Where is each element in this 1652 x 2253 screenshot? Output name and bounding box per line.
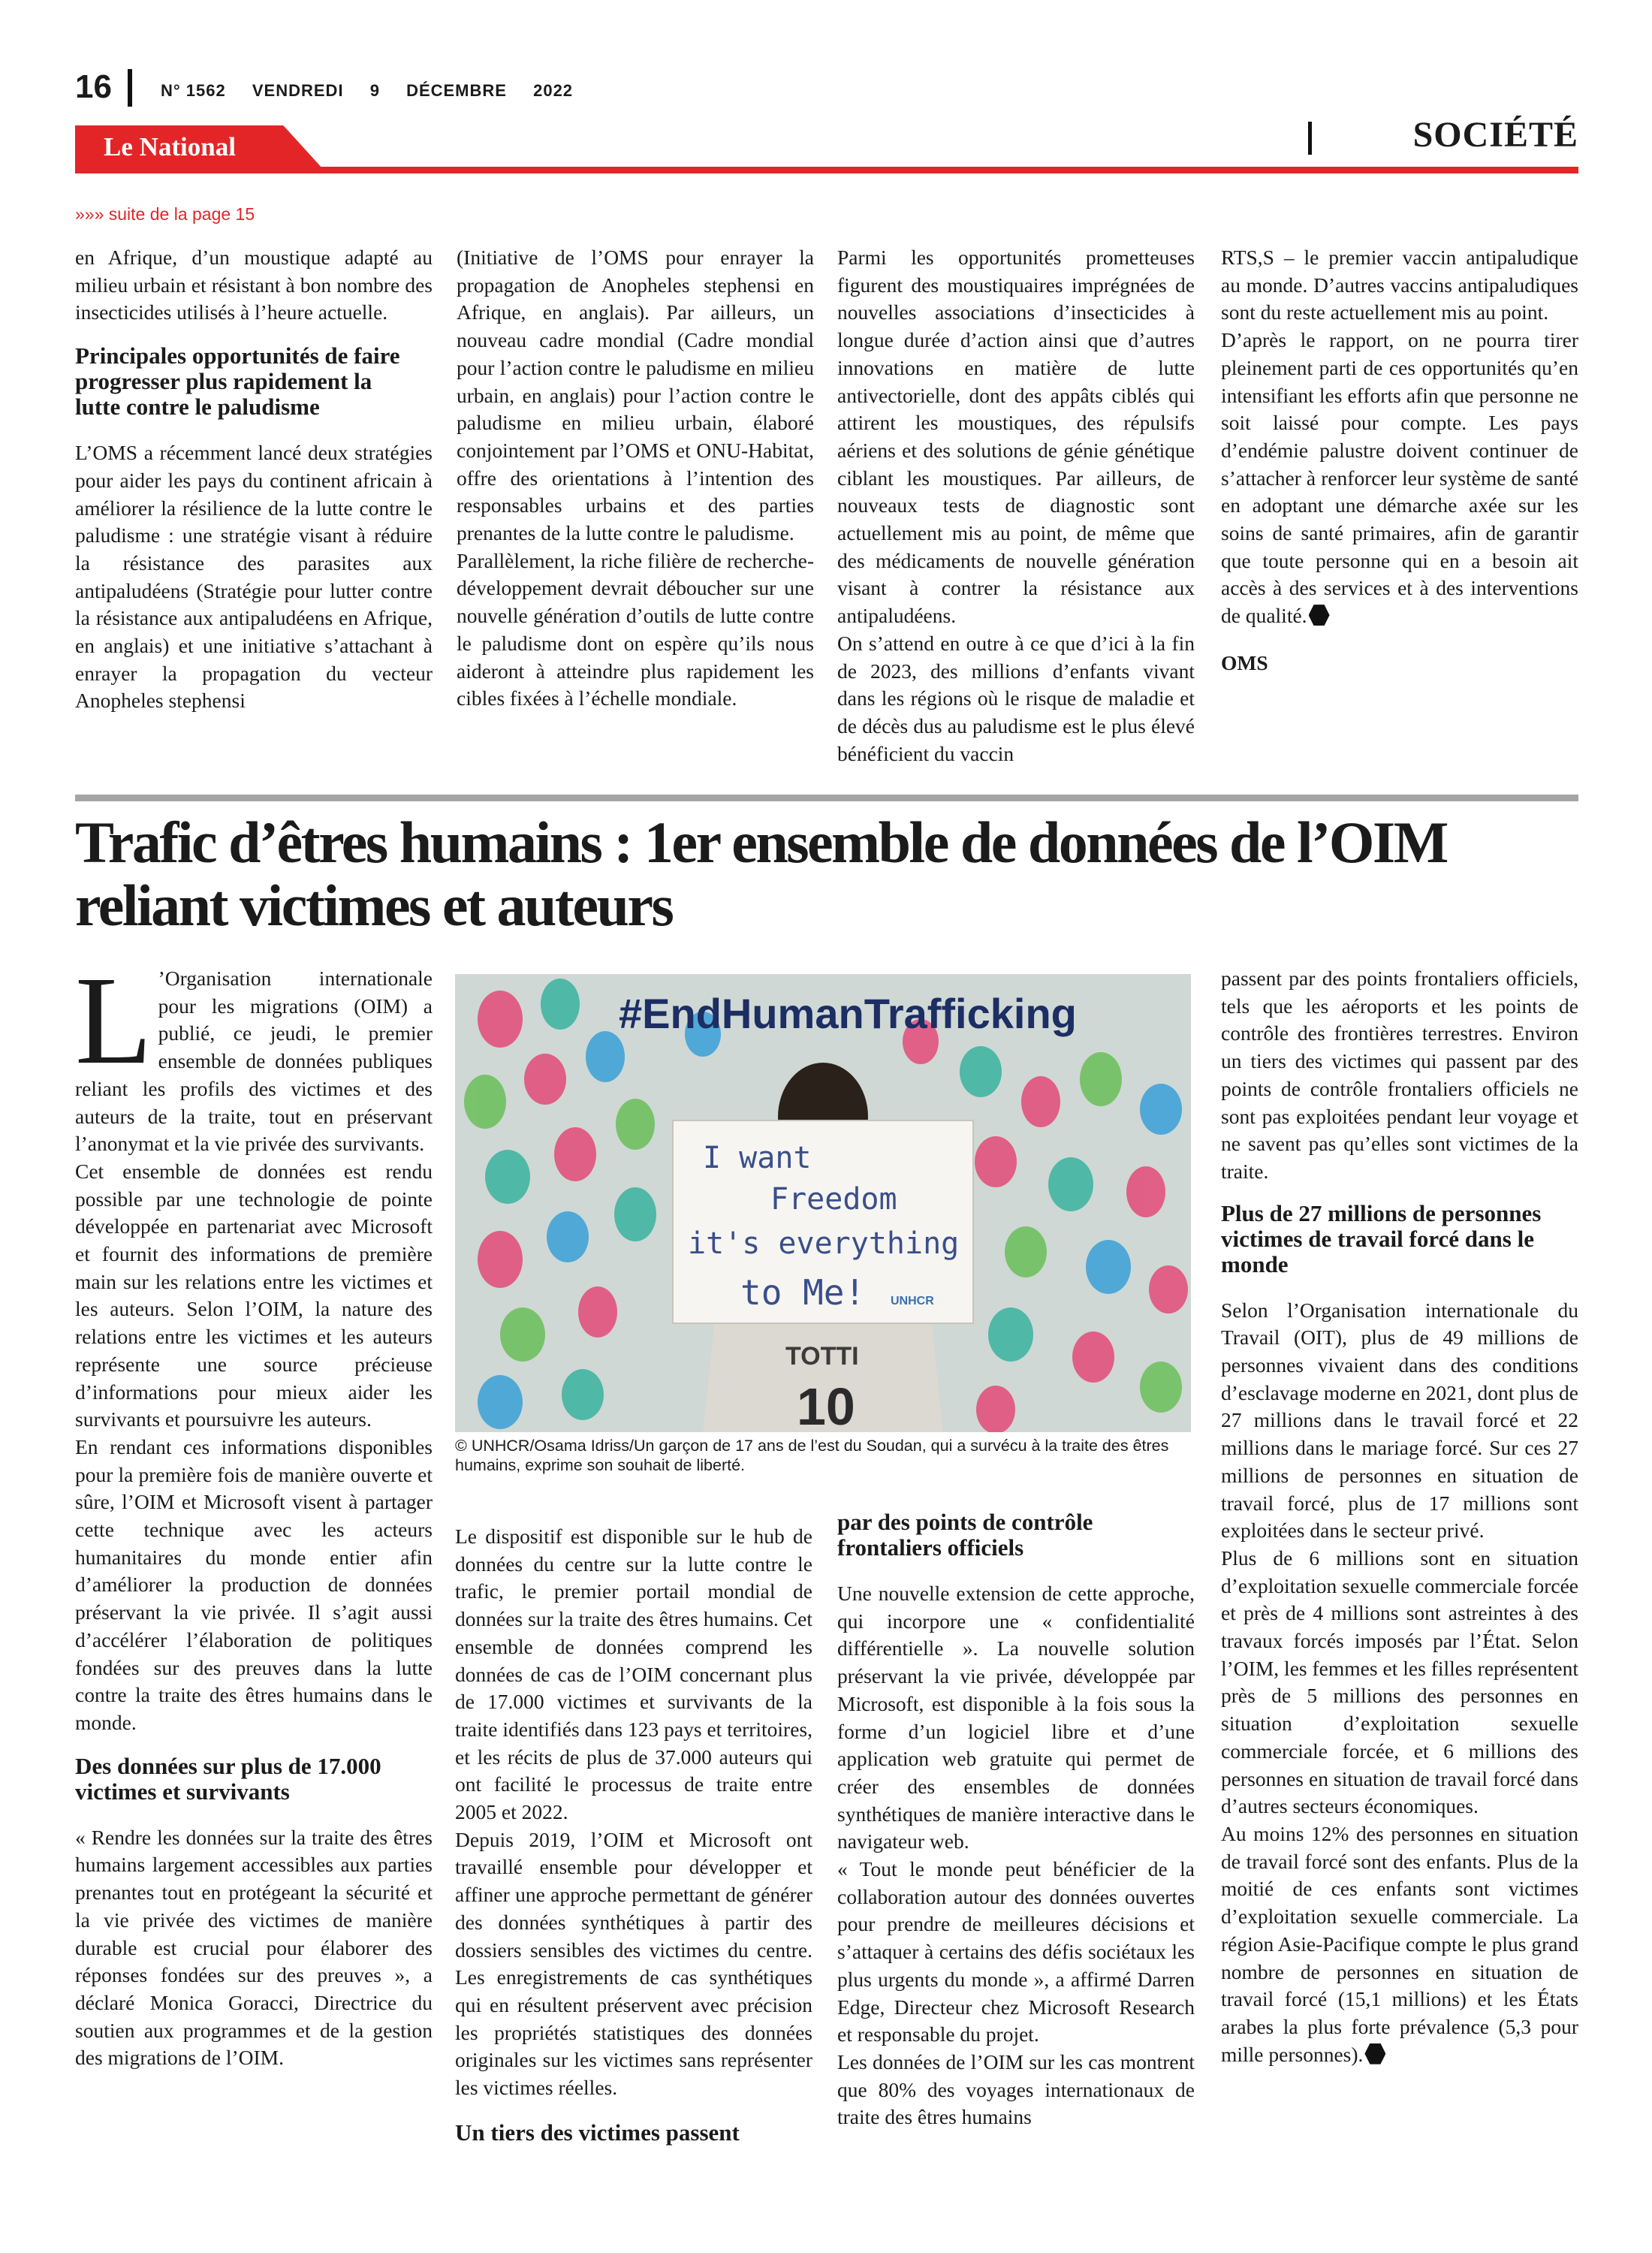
article-photo: [455, 974, 1191, 1432]
shirt-number: 10: [797, 1377, 855, 1432]
continuation-link[interactable]: »»» suite de la page 15: [75, 204, 255, 224]
paragraph: « Rendre les données sur la traite des êtres humains largement accessibles aux parties prenantes tout en protégeant la sécurité et la vie privée des victimes de manière durable est crucial pour élaborer des réponses fondées sur des preuves », a déclaré Monica Goracci, Directrice du soutien aux programmes et de la gestion des migrations de l’OIM.: [75, 1825, 433, 2070]
prev-article-column-4: [1221, 244, 1578, 677]
paragraph-with-endmark: [1221, 1820, 1578, 2068]
issue-weekday: VENDREDI: [252, 81, 344, 100]
prev-article-column-3: [837, 244, 1195, 768]
sign-text-line: I want: [703, 1141, 812, 1175]
article-signature: OMS: [1221, 650, 1268, 674]
paragraph: Parallèlement, la riche filière de recherche-développement devrait déboucher sur une nouvelle génération d’outils de lutte contre le paludisme dont on espère qu’ils nous aideront à atteindre plus rapidement les cibles fixées à l’échelle mondiale.: [457, 548, 814, 710]
subheading: Plus de 27 millions de personnes victimes de travail forcé dans le monde: [1221, 1199, 1542, 1277]
issue-day: 9: [369, 81, 380, 100]
issue-month: DÉCEMBRE: [406, 81, 507, 100]
paragraph-text: ’Organisation internationale pour les migrations (OIM) a publié, ce jeudi, le premier ensemble de données publiques reliant les profils des victimes et des auteurs de la traite, tout en préservant l’anonymat et la vie privée des survivants.: [75, 967, 433, 1156]
paragraph: L’OMS a récemment lancé deux stratégies pour aider les pays du continent africain à améliorer la résilience de la lutte contre le paludisme : une stratégie visant à réduire la résistance des parasites aux antipaludéens (Stratégie pour lutter contre la résistance aux antipaludéens en Afrique, en anglais) et une initiative s’attachant à enrayer la propagation du vecteur Anopheles stephensi: [75, 441, 433, 713]
issue-year: 2022: [533, 81, 574, 100]
article-headline: Trafic d’êtres humains : 1er ensemble de données de l’OIM reliant victimes et auteurs: [75, 810, 1447, 938]
page-number: 16: [75, 68, 112, 105]
paragraph: Une nouvelle extension de cette approche, qui incorpore une « confidentialité différentielle ». La nouvelle solution préservant la vie privée, développée par Microsoft, est disponible à la fois sous la forme d’un logiciel libre et d’une application web gratuite qui permet de créer des ensembles de données synthétiques de manière interactive dans le navigateur web.: [837, 1582, 1195, 1853]
paragraph: (Initiative de l’OMS pour enrayer la propagation de Anopheles stephensi en Afrique, en anglais). Par ailleurs, un nouveau cadre mondial (Cadre mondial pour l’action contre le paludisme en milieu urbain, en anglais) pour l’action contre le paludisme en milieu urbain, élaboré conjointement par l’OMS et ONU-Habitat, offre des orientations à l’intention des responsables urbains et des parties prenantes de la lutte contre le paludisme.: [457, 246, 814, 545]
issue-number: N° 1562: [161, 81, 226, 100]
newspaper-brand: Le National: [104, 132, 236, 161]
prev-article-column-2: [457, 244, 814, 713]
article-column-2: [455, 1523, 812, 2146]
end-of-article-icon: [1309, 605, 1330, 626]
paragraph: Les données de l’OIM sur les cas montrent que 80% des voyages internationaux de traite des êtres humains: [837, 2049, 1195, 2129]
paragraph-with-endmark: [1221, 327, 1578, 630]
paragraph: Plus de 6 millions sont en situation d’exploitation sexuelle commerciale forcée et près de 4 millions sont astreintes à des travaux forcés imposés par l’État. Selon l’OIM, les femmes et les filles représentent près de 5 millions des personnes en situation d’exploitation sexuelle commerciale forcée, et 6 millions des personnes en situation de travail forcé dans d’autres secteurs économiques.: [1221, 1546, 1578, 1818]
paragraph: en Afrique, d’un moustique adapté au milieu urbain et résistant à bon nombre des insecticides utilisés à l’heure actuelle.: [75, 246, 433, 324]
photo-banner-hashtag: #EndHumanTrafficking: [619, 990, 1077, 1037]
sign-text-line: it's everything: [688, 1226, 960, 1261]
paragraph: On s’attend en outre à ce que d’ici à la fin de 2023, des millions d’enfants vivant dans les régions où le risque de maladie et de décès dus au paludisme est le plus élevé bénéficient du vaccin: [837, 631, 1195, 765]
paragraph: En rendant ces informations disponibles pour la première fois de manière ouverte et sûre, l’OIM et Microsoft visent à partager cette technique avec les acteurs humanitaires du monde entier afin d’améliorer la production de données préservant la vie privée. Il s’agit aussi d’accélérer l’élaboration de politiques fondées sur des preuves dans la lutte contre la traite des êtres humains dans le monde.: [75, 1434, 433, 1734]
page-number-divider: [128, 69, 132, 107]
prev-article-column-1: [75, 244, 433, 715]
paragraph-text: D’après le rapport, on ne pourra tirer pleinement parti de ces opportunités qu’en intensifiant les efforts afin que personne ne soit laissé pour compte. Les pays d’endémie palustre doivent continuer de s’attacher à renforcer leur système de santé en adoptant une démarche axée sur les soins de santé primaires, afin de garantir que toute personne qui en a besoin ait accès à des services et à des interventions de qualité.: [1221, 328, 1578, 628]
article-column-3: [837, 1510, 1195, 2131]
paragraph: Le dispositif est disponible sur le hub de données du centre sur la lutte contre le trafic, le premier portail mondial de données sur la traite des êtres humains. Cet ensemble de données comprend les données de cas de l’OIM concernant plus de 17.000 victimes et survivants de la traite identifiés dans 123 pays et territoires, et les récits de plus de 37.000 auteurs qui ont facilité le processus de traite entre 2005 et 2022.: [455, 1525, 812, 1824]
paragraph: Parmi les opportunités prometteuses figurent des moustiquaires imprégnées de nouvelles associations d’insecticides à longue durée d’action ainsi que d’autres innovations en matière de lutte antivectorielle, dont des appâts ciblés qui attirent les moustiques, des répulsifs aériens et des solutions de génie génétique ciblant les moustiques. Par ailleurs, de nouveaux tests de diagnostic sont actuellement mis au point, de même que des médicaments de nouvelle génération visant à contrer la résistance aux antipaludéens.: [837, 246, 1195, 628]
paragraph: Depuis 2019, l’OIM et Microsoft ont travaillé ensemble pour développer et affiner une approche permettant de générer des données synthétiques à partir des dossiers sensibles des victimes du centre. Les enregistrements de cas synthétiques qui en résultent préservent avec précision les propriétés statistiques des données originales sur les victimes sans représenter les victimes réelles.: [455, 1827, 812, 2100]
subheading: par des points de contrôle frontaliers officiels: [837, 1509, 1093, 1561]
paragraph: passent par des points frontaliers officiels, tels que les aéroports et les points de contrôle des frontières terrestres. Environ un tiers des victimes qui passent par des points de contrôle frontaliers officiels ne sont pas exploitées pendant leur voyage et ne savent pas qu’elles sont victimes de la traite.: [1221, 967, 1578, 1183]
subheading: Un tiers des victimes passent: [455, 2119, 740, 2146]
paragraph-text: Au moins 12% des personnes en situation de travail forcé sont des enfants. Plus de la moitié de ces enfants sont victimes d’exploitation sexuelle commerciale. La région Asie-Pacifique compte le plus grand nombre de personnes en situation de travail forcé (15,1 millions) et les États arabes la plus forte prévalence (5,3 pour mille personnes).: [1221, 1821, 1578, 2066]
paragraph: RTS,S – le premier vaccin antipaludique au monde. D’autres vaccins antipaludiques sont du reste actuellement mis au point.: [1221, 246, 1578, 324]
paragraph: Cet ensemble de données est rendu possible par une technologie de pointe développée en partenariat avec Microsoft et fournit des informations de première main sur les relations entre les victimes et les auteurs. Selon l’OIM, la nature des relations entre les victimes et les auteurs représente une source précieuse d’informations pour mieux aider les survivants et poursuivre les auteurs.: [75, 1159, 433, 1431]
handwritten-sign: [673, 1120, 973, 1323]
article-column-1: [75, 951, 433, 2072]
lead-paragraph: [75, 951, 433, 1158]
sign-text-line: Freedom: [770, 1182, 897, 1217]
drop-cap: L: [75, 951, 152, 1090]
sign-text-line: to Me!: [740, 1272, 866, 1313]
photo-caption: © UNHCR/Osama Idriss/Un garçon de 17 ans de l’est du Soudan, qui a survécu à la traite des êtres humains, exprime son souhait de liberté.: [455, 1437, 1169, 1474]
article-separator: [75, 795, 1578, 801]
section-divider: [1308, 122, 1312, 155]
unhcr-sign-logo: UNHCR: [891, 1295, 934, 1307]
subheading: Des données sur plus de 17.000 victimes et survivants: [75, 1752, 381, 1805]
shirt-name: TOTTI: [785, 1342, 859, 1371]
paragraph: « Tout le monde peut bénéficier de la collaboration autour des données ouvertes pour prendre de meilleures décisions et s’attaquer à certains des défis sociétaux les plus urgents du monde », a affirmé Darren Edge, Directeur chez Microsoft Research et responsable du projet.: [837, 1857, 1195, 2046]
paragraph: Selon l’Organisation internationale du Travail (OIT), plus de 49 millions de personnes vivaient dans des conditions d’esclavage moderne en 2021, dont plus de 27 millions dans le travail forcé et 22 millions dans le mariage forcé. Sur ces 27 millions de personnes en situation de travail forcé, plus de 17 millions sont exploitées dans le secteur privé.: [1221, 1298, 1578, 1543]
header-rule: [75, 167, 1578, 173]
end-of-article-icon: [1364, 2043, 1385, 2064]
subheading: Principales opportunités de faire progresser plus rapidement la lutte contre le paludisme: [75, 342, 400, 421]
issue-line: [161, 81, 594, 101]
article-column-4: [1221, 965, 1578, 2068]
section-title: SOCIÉTÉ: [1412, 115, 1578, 155]
